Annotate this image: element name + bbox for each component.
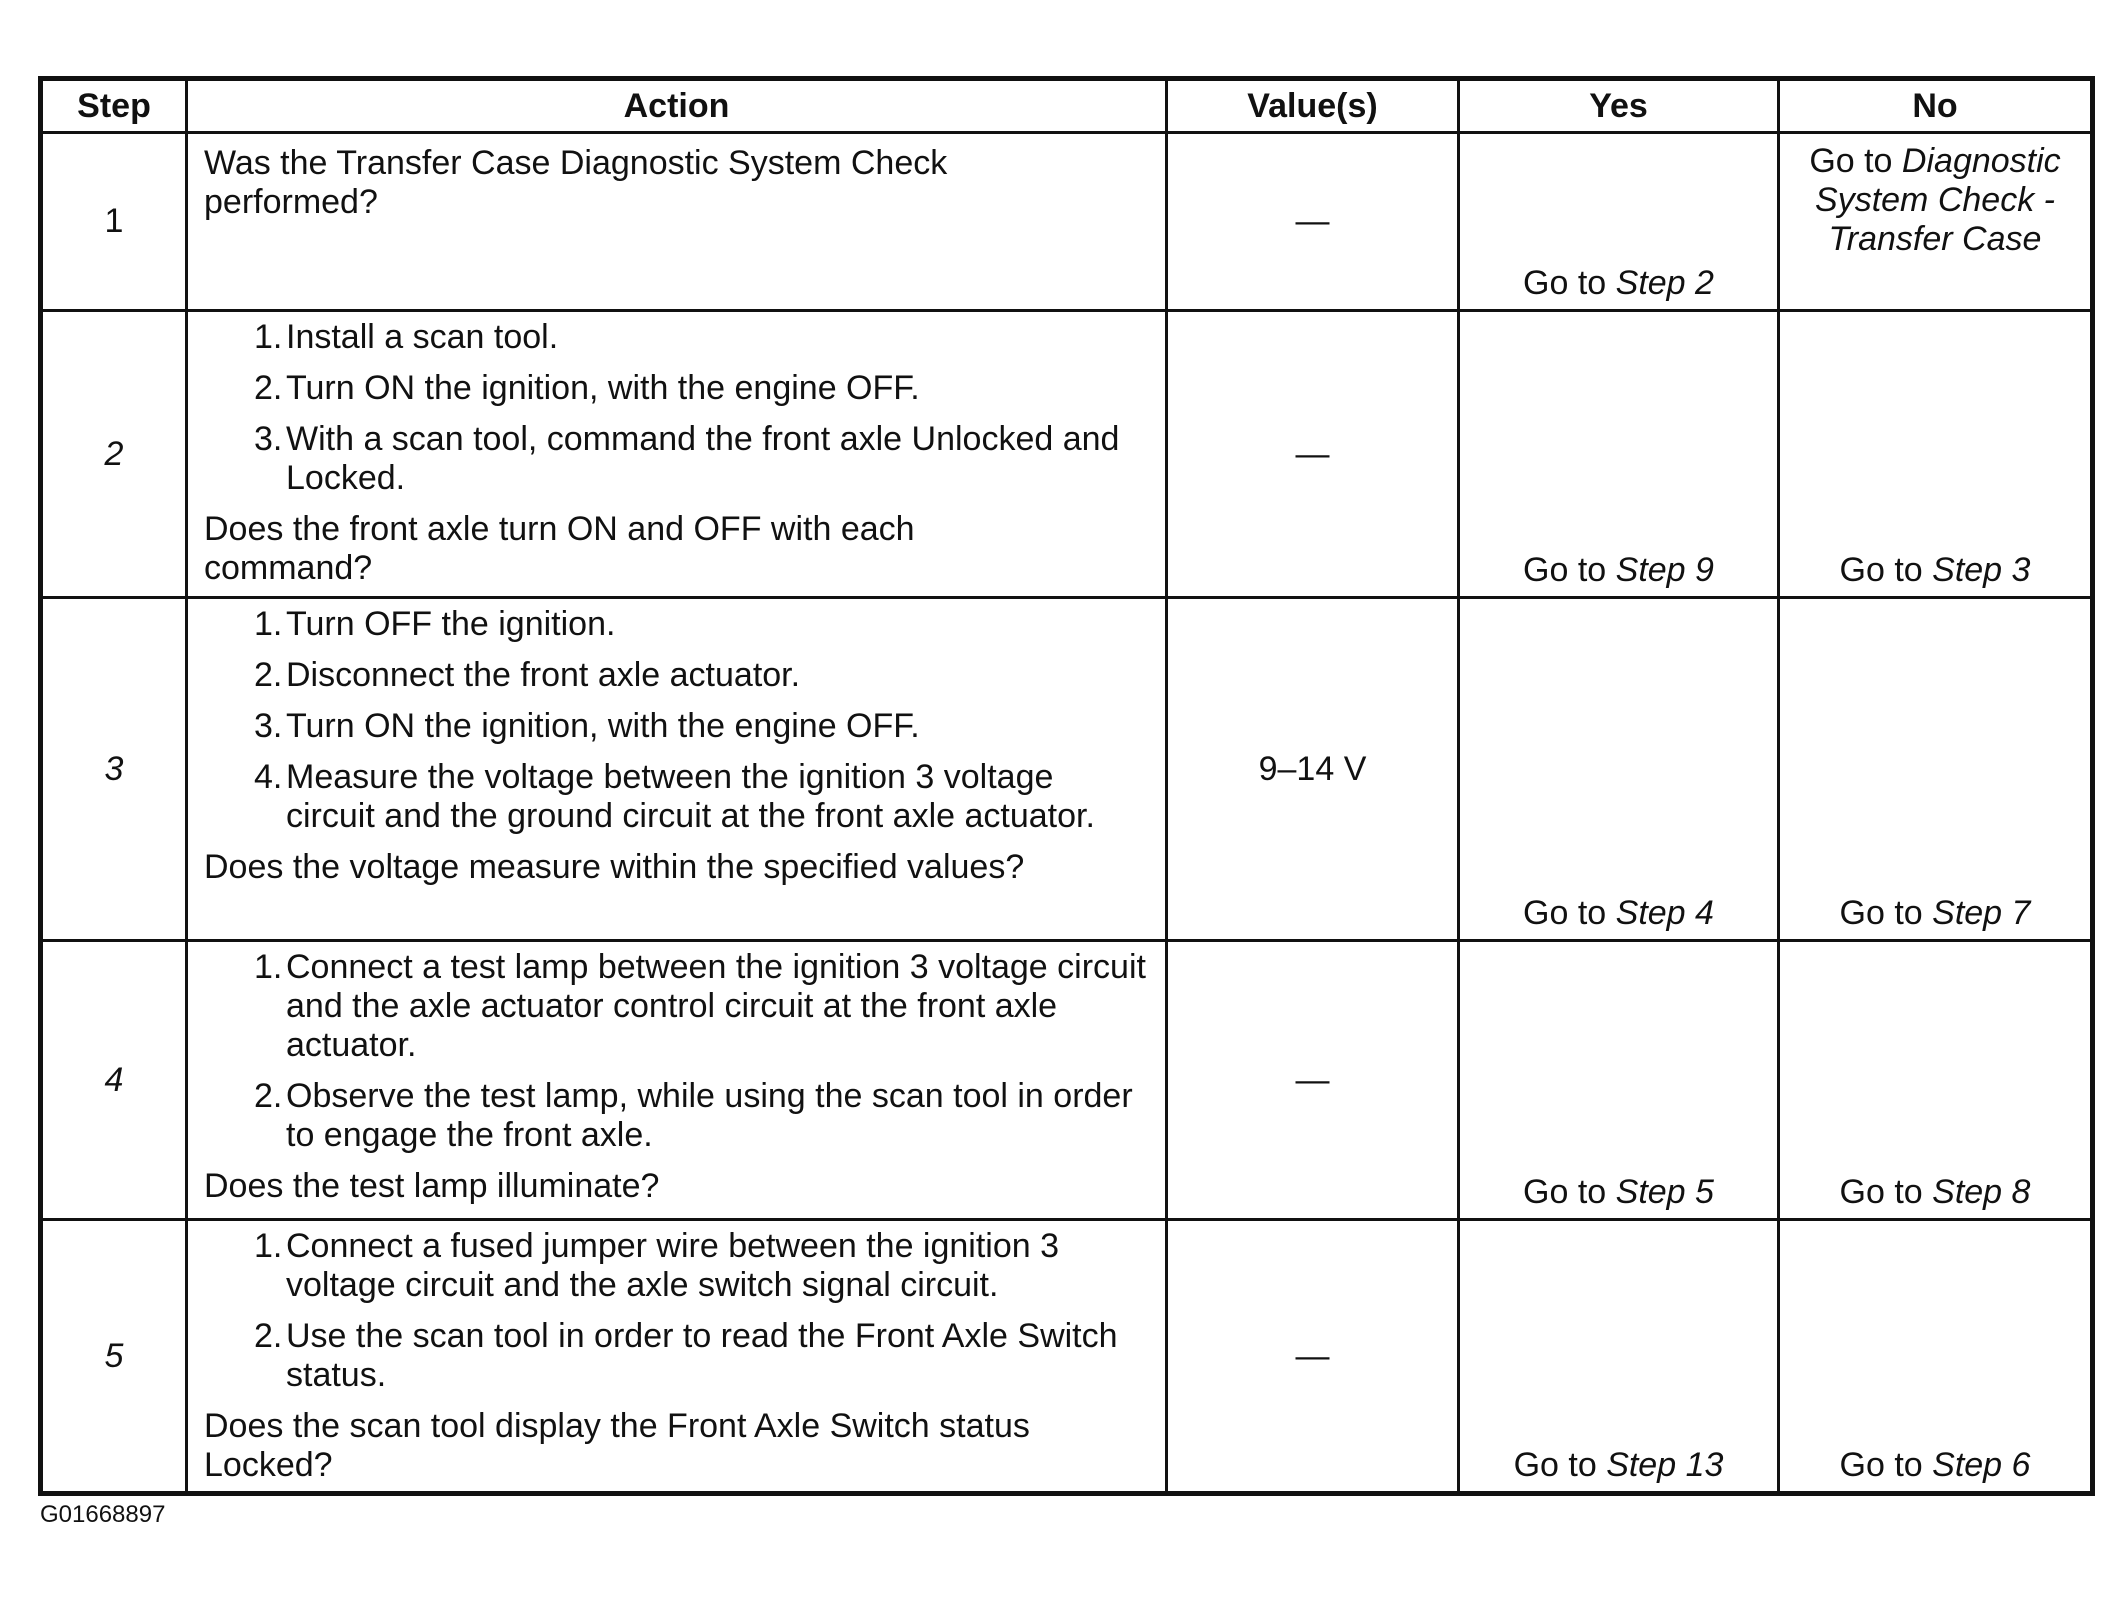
no-cell (1779, 598, 2093, 941)
table-row (41, 311, 2093, 598)
yes-step-link[interactable]: Step 4 (1615, 894, 1714, 932)
no-prefix: Go to (1839, 894, 1933, 932)
no-prefix: Go to (1839, 1446, 1933, 1484)
action-question: Was the Transfer Case Diagnostic System Check performed? (204, 144, 948, 221)
header-yes: Yes (1459, 79, 1779, 133)
table-row (41, 941, 2093, 1220)
step-number: 5 (41, 1220, 187, 1494)
action-question: Does the voltage measure within the specified values? (204, 848, 1025, 886)
action-step-item: 2. Disconnect the front axle actuator. (254, 656, 801, 694)
value-cell: — (1167, 311, 1459, 598)
yes-prefix: Go to (1523, 1173, 1616, 1211)
action-steps-list (204, 318, 1151, 498)
yes-cell (1459, 1220, 1779, 1494)
step-number: 3 (41, 598, 187, 941)
header-values: Value(s) (1167, 79, 1459, 133)
no-step-link[interactable]: Diagnostic System Check - Transfer Case (1815, 142, 2061, 258)
yes-step-link[interactable]: Step 13 (1606, 1446, 1724, 1484)
yes-cell (1459, 941, 1779, 1220)
action-steps-list (204, 948, 1151, 1155)
action-cell (187, 311, 1167, 598)
yes-prefix: Go to (1523, 894, 1616, 932)
yes-cell (1459, 133, 1779, 311)
action-question: Does the scan tool display the Front Axle Switch status Locked? (204, 1407, 1030, 1484)
yes-step-link[interactable]: Step 5 (1615, 1173, 1714, 1211)
action-step-item: 1. Connect a fused jumper wire between the ignition 3 voltage circuit and the axle switch signal circuit. (254, 1227, 1060, 1304)
no-prefix: Go to (1839, 551, 1933, 589)
action-step-item: 1. Turn OFF the ignition. (254, 605, 616, 643)
action-step-item: 2. Observe the test lamp, while using the scan tool in order to engage the front axle. (254, 1077, 1133, 1154)
no-prefix: Go to (1809, 142, 1902, 180)
step-number: 2 (41, 311, 187, 598)
no-step-link[interactable]: Step 6 (1932, 1446, 2031, 1484)
value-cell: — (1167, 133, 1459, 311)
action-step-item: 4. Measure the voltage between the ignition 3 voltage circuit and the ground circuit at the front axle actuator. (254, 758, 1095, 835)
table-row (41, 1220, 2093, 1494)
figure-id: G01668897 (40, 1501, 166, 1528)
value-cell: — (1167, 941, 1459, 1220)
no-step-link[interactable]: Step 3 (1932, 551, 2031, 589)
action-cell (187, 941, 1167, 1220)
action-cell (187, 1220, 1167, 1494)
action-question: Does the test lamp illuminate? (204, 1167, 660, 1205)
header-row (41, 79, 2093, 133)
action-step-item: 1. Connect a test lamp between the ignition 3 voltage circuit and the axle actuator control circuit at the front axle actuator. (254, 948, 1146, 1064)
no-cell (1779, 1220, 2093, 1494)
table-row (41, 598, 2093, 941)
value-cell: — (1167, 1220, 1459, 1494)
value-cell: 9–14 V (1167, 598, 1459, 941)
no-step-link[interactable]: Step 7 (1932, 894, 2031, 932)
action-cell (187, 598, 1167, 941)
action-question: Does the front axle turn ON and OFF with each command? (204, 510, 915, 587)
yes-prefix: Go to (1523, 264, 1616, 302)
no-cell (1779, 941, 2093, 1220)
yes-step-link[interactable]: Step 2 (1615, 264, 1714, 302)
action-step-item: 2. Use the scan tool in order to read the Front Axle Switch status. (254, 1317, 1118, 1394)
yes-step-link[interactable]: Step 9 (1615, 551, 1714, 589)
action-step-item: 2. Turn ON the ignition, with the engine OFF. (254, 369, 920, 407)
header-step: Step (41, 79, 187, 133)
no-step-link[interactable]: Step 8 (1932, 1173, 2031, 1211)
header-no: No (1779, 79, 2093, 133)
no-prefix: Go to (1839, 1173, 1933, 1211)
action-step-item: 3. With a scan tool, command the front axle Unlocked and Locked. (254, 420, 1120, 497)
yes-cell (1459, 311, 1779, 598)
step-number: 1 (41, 133, 187, 311)
yes-prefix: Go to (1523, 551, 1616, 589)
action-steps-list (204, 605, 1151, 836)
yes-cell (1459, 598, 1779, 941)
diagnostic-table (38, 76, 2095, 1496)
action-cell (187, 133, 1167, 311)
yes-prefix: Go to (1513, 1446, 1607, 1484)
no-cell (1779, 133, 2093, 311)
action-steps-list (204, 1227, 1151, 1395)
table-row (41, 133, 2093, 311)
action-step-item: 1. Install a scan tool. (254, 318, 559, 356)
action-step-item: 3. Turn ON the ignition, with the engine OFF. (254, 707, 920, 745)
no-cell (1779, 311, 2093, 598)
header-action: Action (187, 79, 1167, 133)
step-number: 4 (41, 941, 187, 1220)
